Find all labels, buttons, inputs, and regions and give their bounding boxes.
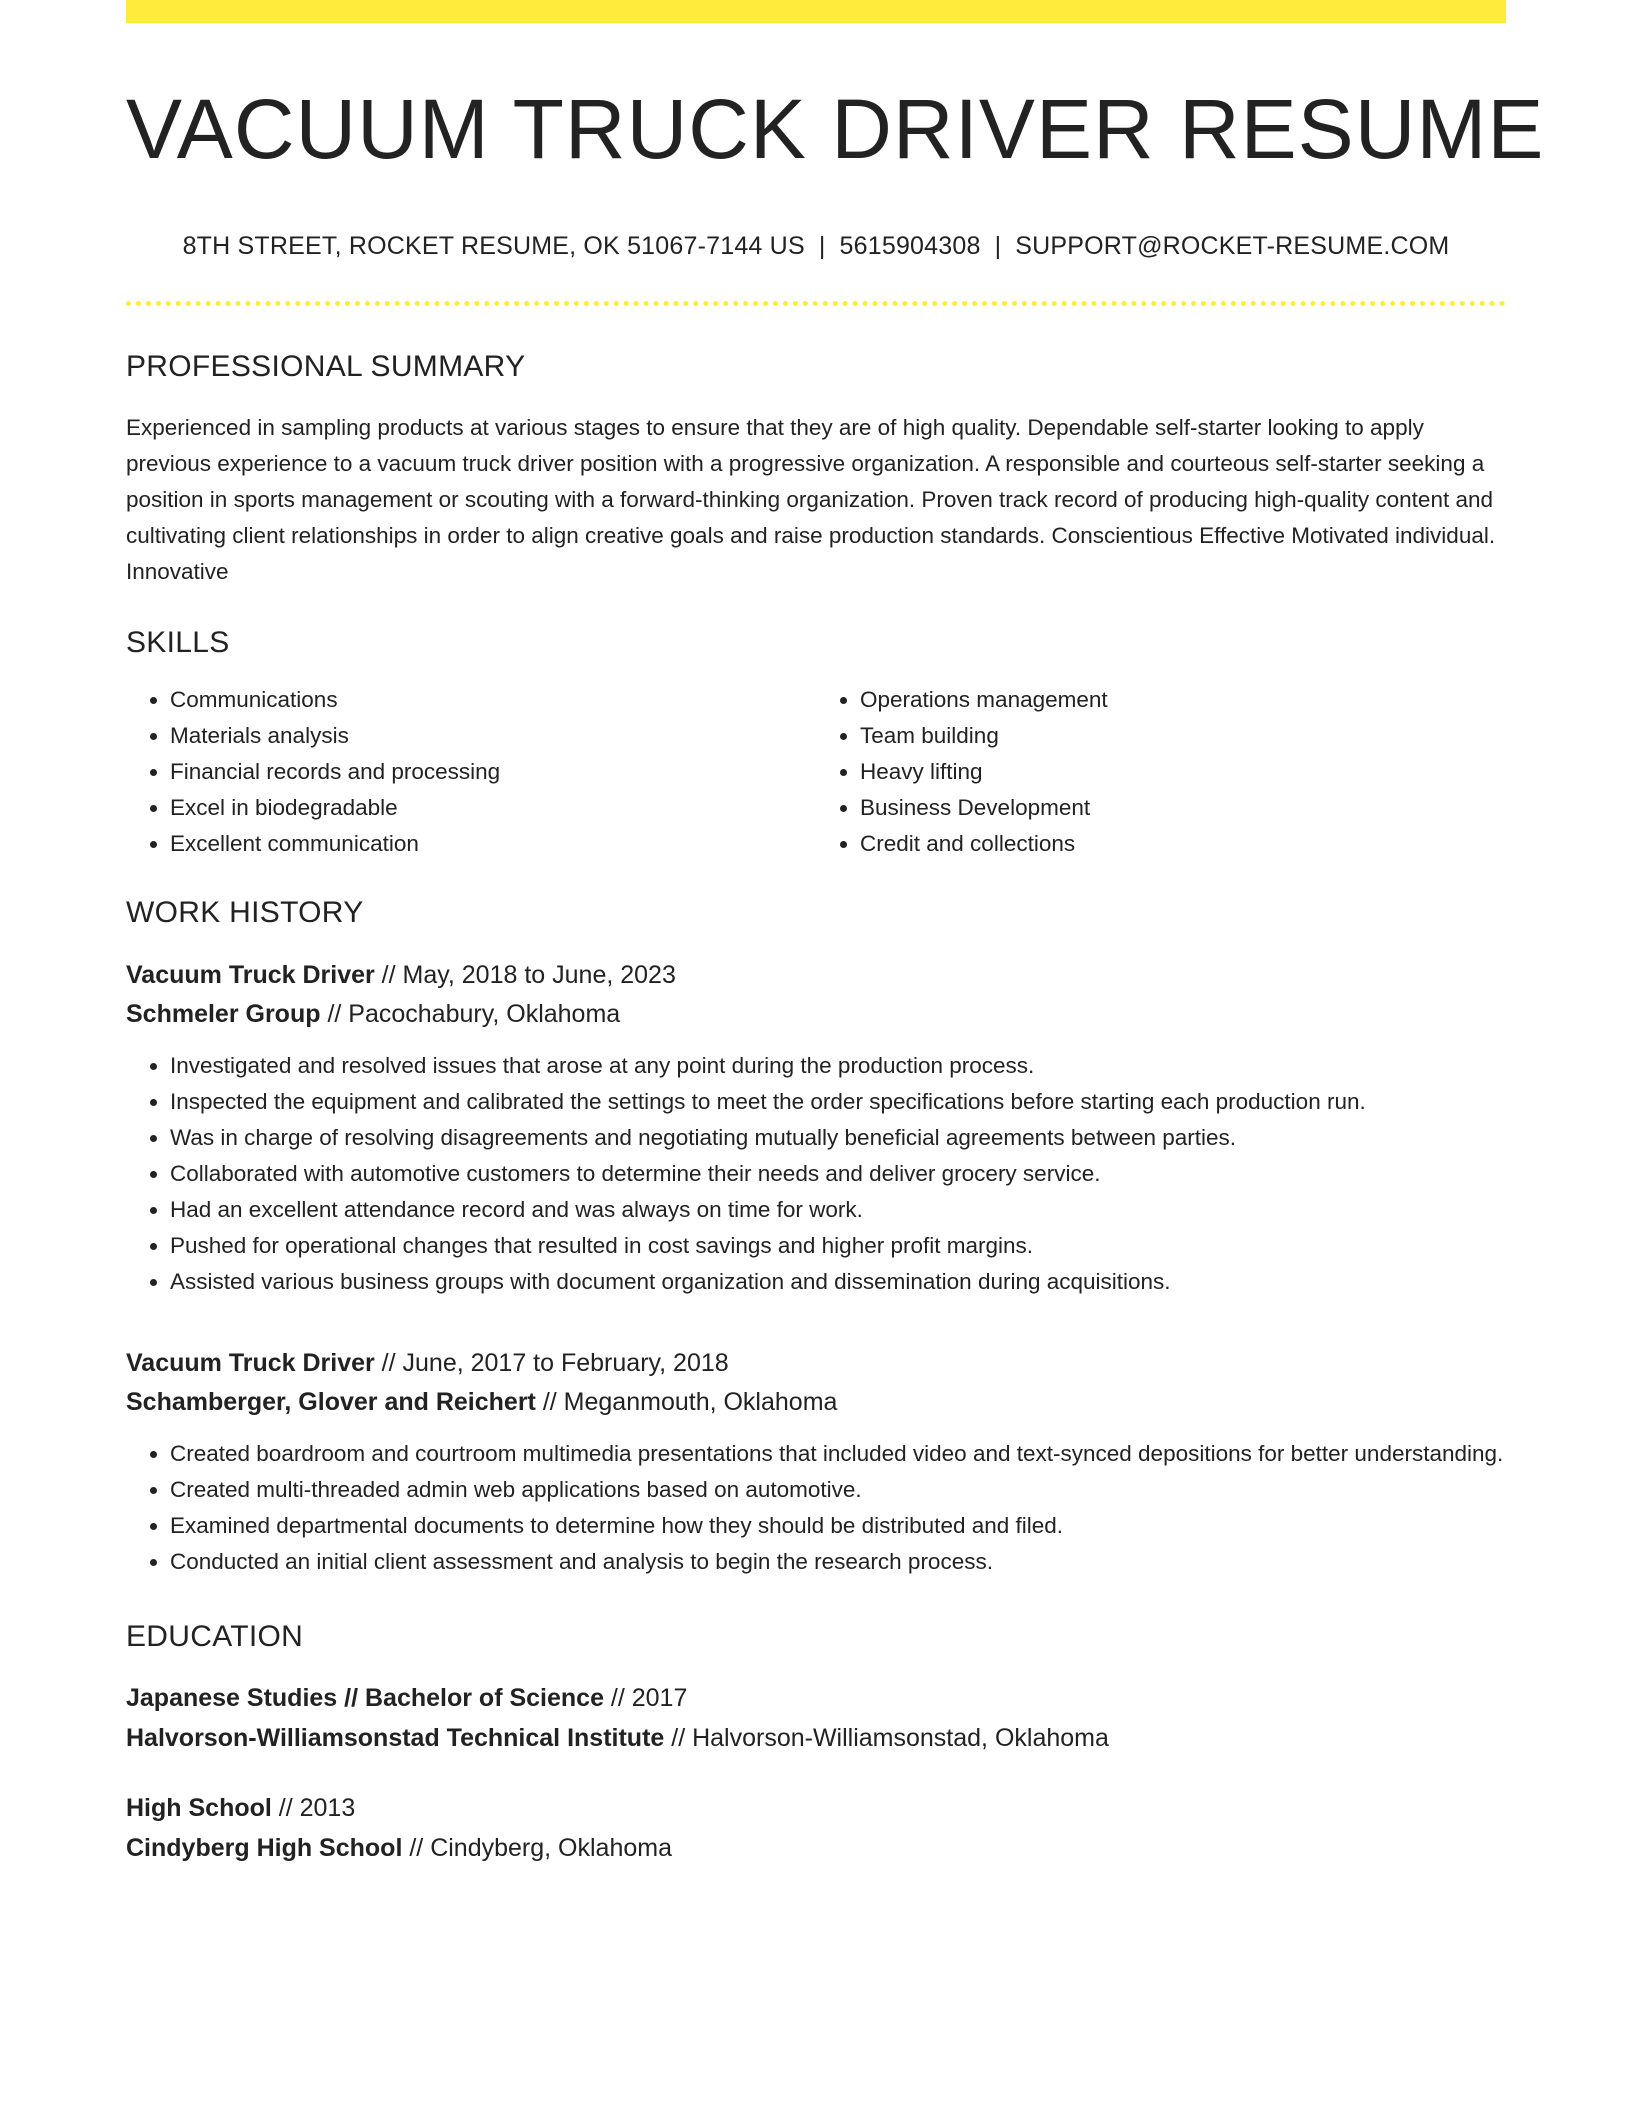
job-bullet: • Conducted an initial client assessment and analysis to begin the research process. <box>170 1544 1506 1580</box>
job-bullet: • Created boardroom and courtroom multimedia presentations that included video and text-synced depositions for better understanding. <box>170 1436 1506 1472</box>
job-entry <box>126 1344 1506 1422</box>
skill-item: • Operations management <box>860 682 1506 718</box>
skills-list-left <box>126 682 816 862</box>
summary-section <box>126 350 1506 590</box>
job-title-line <box>126 1344 1506 1383</box>
education-year: // 2017 <box>603 1684 688 1713</box>
job-bullet: • Examined departmental documents to determine how they should be distributed and filed. <box>170 1508 1506 1544</box>
job-bullet: • Pushed for operational changes that resulted in cost savings and higher profit margins. <box>170 1228 1506 1264</box>
education-entry <box>126 1788 1506 1868</box>
job-bullet: • Assisted various business groups with document organization and dissemination during acquisitions. <box>170 1264 1506 1300</box>
education-location: // Halvorson-Williamsonstad, Oklahoma <box>664 1724 1109 1753</box>
job-title-line <box>126 956 1506 995</box>
job-company-line <box>126 995 1506 1034</box>
summary-heading: PROFESSIONAL SUMMARY <box>126 350 526 384</box>
skill-item: • Communications <box>170 682 816 718</box>
work-history-section <box>126 896 1506 1580</box>
job-company: Schamberger, Glover and Reichert <box>126 1388 536 1417</box>
skill-item: • Financial records and processing <box>170 754 816 790</box>
skills-list-right <box>816 682 1506 862</box>
skill-item: • Heavy lifting <box>860 754 1506 790</box>
education-school: Halvorson-Williamsonstad Technical Institute <box>126 1724 665 1753</box>
skill-item: • Excellent communication <box>170 826 816 862</box>
education-section <box>126 1620 1506 1868</box>
education-degree: High School <box>126 1794 272 1823</box>
job-bullets <box>126 1048 1506 1300</box>
education-heading: EDUCATION <box>126 1620 304 1654</box>
job-bullet: • Created multi-threaded admin web applications based on automotive. <box>170 1472 1506 1508</box>
contact-address: 8TH STREET, ROCKET RESUME, OK 51067-7144 US <box>182 232 805 261</box>
job-title: Vacuum Truck Driver <box>126 1349 375 1378</box>
education-degree-line <box>126 1788 1506 1828</box>
job-bullet: • Was in charge of resolving disagreements and negotiating mutually beneficial agreements between parties. <box>170 1120 1506 1156</box>
job-title: Vacuum Truck Driver <box>126 961 375 990</box>
skills-section <box>126 626 1506 862</box>
skills-heading: SKILLS <box>126 626 230 660</box>
job-dates: // May, 2018 to June, 2023 <box>374 961 676 990</box>
job-location: // Meganmouth, Oklahoma <box>535 1388 838 1417</box>
job-bullet: • Inspected the equipment and calibrated the settings to meet the order specifications before starting each production run. <box>170 1084 1506 1120</box>
job-bullet: • Had an excellent attendance record and was always on time for work. <box>170 1192 1506 1228</box>
job-company-line <box>126 1383 1506 1422</box>
skill-item: • Materials analysis <box>170 718 816 754</box>
education-degree: Japanese Studies // Bachelor of Science <box>126 1684 604 1713</box>
job-bullets <box>126 1436 1506 1580</box>
resume-title: VACUUM TRUCK DRIVER RESUME <box>126 82 1545 176</box>
work-history-heading: WORK HISTORY <box>126 896 364 930</box>
education-school: Cindyberg High School <box>126 1834 403 1863</box>
dotted-divider <box>126 301 1506 306</box>
education-location: // Cindyberg, Oklahoma <box>402 1834 672 1863</box>
job-bullet: • Investigated and resolved issues that arose at any point during the production process. <box>170 1048 1506 1084</box>
contact-email: SUPPORT@ROCKET-RESUME.COM <box>1015 232 1450 261</box>
education-degree-line <box>126 1678 1506 1718</box>
skill-item: • Excel in biodegradable <box>170 790 816 826</box>
skill-item: • Credit and collections <box>860 826 1506 862</box>
job-entry <box>126 956 1506 1034</box>
contact-line <box>126 231 1506 261</box>
skills-grid <box>126 682 1506 862</box>
education-school-line <box>126 1718 1506 1758</box>
skill-item: • Team building <box>860 718 1506 754</box>
education-school-line <box>126 1828 1506 1868</box>
summary-text: Experienced in sampling products at various stages to ensure that they are of high quality. Dependable self-starter looking to apply previous experience to a vacuum truck driver position with a progressive organization. A responsible and courteous self-starter seeking a position in sports management or scouting with a forward-thinking organization. Proven track record of producing high-quality content and cultivating client relationships in order to align creative goals and raise production standards. Conscientious Effective Motivated individual. Innovative <box>126 415 1496 585</box>
top-accent-bar <box>126 0 1506 23</box>
job-company: Schmeler Group <box>126 1000 321 1029</box>
education-year: // 2013 <box>271 1794 356 1823</box>
contact-separator: | <box>994 232 1002 261</box>
job-location: // Pacochabury, Oklahoma <box>320 1000 621 1029</box>
education-entry <box>126 1678 1506 1758</box>
job-bullet: • Collaborated with automotive customers to determine their needs and deliver grocery service. <box>170 1156 1506 1192</box>
contact-separator: | <box>818 232 826 261</box>
skill-item: • Business Development <box>860 790 1506 826</box>
contact-phone: 5615904308 <box>839 232 981 261</box>
job-dates: // June, 2017 to February, 2018 <box>374 1349 729 1378</box>
